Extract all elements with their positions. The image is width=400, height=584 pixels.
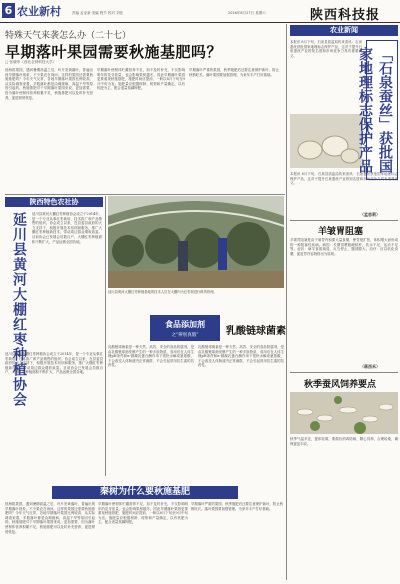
- masthead-brand: 陕西科技报: [310, 8, 381, 23]
- left-vertical-headline: 延川县黄河大棚红枣种植协会: [11, 212, 27, 407]
- bottom-body-col-3: 早期落叶严重的果园，秋季施肥后还要注意保护新叶，防止秋梢旺长。落叶果园要加强管理，为来年丰产打好基础。: [191, 502, 283, 511]
- issue-date: 2016年8月27日 星期六: [228, 11, 266, 15]
- sheep-body: 羊皱胃阻塞是由于皱胃内积滞大量食糜，使胃壁扩张，体积增大而形成的一种阻塞性疾病。病因：长期饲喂粗硬秸秆，饮水不足，运动不足等。症状：病羊食欲减退，反刍停止，腹部膨大。治疗：应以软化食糜，促进胃内容物排出为原则。: [290, 238, 398, 256]
- silkworm-photo: [290, 392, 398, 434]
- silkworm-body: 秋季气温多变，蚕体较弱，要做好消毒防病、精心饲养、合理给桑，确保蚕茧丰收。: [290, 437, 398, 446]
- dairy-body-col-2: 乳酸链球菌素是一种天然、高效、安全的食品防腐剂，是由乳酸链球菌发酵产生的一种多肽物质，食用后在人体生理pH条件和α-胰凝乳蛋白酶作用下很快水解成氨基酸，不会改变人体肠道内正常菌群，不会引起常用抗生素的抗药性。: [198, 345, 284, 368]
- main-headline: 早期落叶果园需要秋施基肥吗？: [5, 43, 223, 61]
- food-safety-title: 食品添加剂: [165, 319, 205, 329]
- main-byline: □ 张晓华（西北农林科技大学）: [5, 60, 57, 64]
- silkworm-photo-scene: [290, 392, 398, 434]
- greenhouse-photo: [108, 196, 284, 288]
- photo-scene: [108, 196, 284, 288]
- sheep-headline: 羊皱胃阻塞: [318, 227, 364, 237]
- bottom-body-col-1: 低海拔果园，遇到暑期高温之后，叶片发黄落叶，普遍出现早期落叶现象，不少果农在询问。这样的果园还需要秋施基肥吗？今年天气反常，各地早期落叶果园比例较高，从实际调查来看，多数落叶都是由褐斑病、高温干旱等原因引起的。秋施基肥对于早期落叶果园来说，更加需要，因为落叶使树体营养积累不足，秋施基肥可以及时补充营养，促进树势恢复。: [5, 502, 95, 534]
- column-divider: [286, 24, 287, 580]
- food-safety-box: [150, 315, 220, 341]
- bottom-body-col-2: 早期落叶使树体贮藏营养不足，如不及时补充，不仅影响明年的花芽质量，也会影响果树越冬。因此早期落叶果园更要重视秋施基肥，施肥时间应提前，一般以8月下旬至9月中旬为宜。施肥量应根据树龄、树势和产量确定，以有机肥为主，配合适量氮磷钾肥。: [98, 502, 188, 525]
- news-signature: （孟思莉）: [360, 212, 380, 217]
- right-news-body-2: 本报讯 8月下旬，石泉县质监局传来喜讯：石泉蚕丝获批国家地理标志保护产品，这对于提升石泉蚕丝产业的知名度和市场竞争力具有重要意义。: [290, 172, 398, 186]
- left-body-bottom: 延川县黄河大棚红枣种植协会成立于2014年，是一个专业从事红枣栽培、技术推广和产品销售的组织。协会成立以来，在县委县政府的大力支持下，积极开展技术培训和服务，推广大棚红枣种植新技术，带动周边群众增收致富。目前协会已发展会员数百户，大棚红枣种植面积不断扩大，产品远销全国各地。: [5, 352, 103, 375]
- sheep-signature: （蒋西禾）: [360, 364, 380, 369]
- silk-photo-scene: [290, 114, 362, 168]
- main-kicker: 特殊天气来袭怎么办（二十七）: [5, 31, 132, 41]
- editor-credits: 责编 孟亚新 美编 程节 校对 刘佳: [72, 11, 124, 15]
- divider: [290, 372, 398, 373]
- left-section-label: 陕西特色农社协: [5, 197, 103, 207]
- bottom-feature-title: 秦树为什么要秋施基肥: [52, 486, 238, 499]
- dairy-headline: 乳酸链球菌素: [226, 326, 286, 337]
- silk-photo: [290, 114, 362, 168]
- right-news-body: 本报讯 8月下旬，石泉县质监局传来喜讯：石泉蚕丝获批国家地理标志保护产品，这对于提升石泉蚕丝产业的知名度和市场竞争力具有重要意义。: [290, 40, 362, 58]
- column-name: 农业新村: [17, 5, 61, 18]
- main-body-col-3: 早期落叶严重的果园，秋季施肥后还要注意保护新叶，防止秋梢旺长。落叶果园要加强管理，为来年丰产打好基础。: [189, 68, 279, 77]
- divider: [5, 194, 285, 195]
- silkworm-headline: 秋季蚕风饲养要点: [304, 380, 377, 390]
- page-number: 6: [2, 3, 15, 18]
- main-body-col-2: 早期落叶使树体贮藏营养不足，如不及时补充，不仅影响明年的花芽质量，也会影响果树越冬。因此早期落叶果园更要重视秋施基肥，施肥时间应提前，一般以8月下旬至9月中旬为宜。施肥量应根据树龄、树势和产量确定，以有机肥为主，配合适量氮磷钾肥。: [97, 68, 185, 91]
- column-divider: [105, 196, 106, 476]
- silk-vertical-title: 「石泉蚕丝」获批国家地理标志保护产品: [366, 40, 398, 180]
- food-safety-subtitle: 之“辨别真假”: [171, 333, 199, 338]
- main-body-col-1: 低海拔果园，遇到暑期高温之后，叶片发黄落叶，普遍出现早期落叶现象，不少果农在询问。这样的果园还需要秋施基肥吗？今年天气反常，各地早期落叶果园比例较高，从实际调查来看，多数落叶都是由褐斑病、高温干旱等原因引起的。秋施基肥对于早期落叶果园来说，更加需要，因为落叶使树体营养积累不足，秋施基肥可以及时补充营养，促进树势恢复。: [5, 68, 93, 100]
- left-body-top: 延川县黄河大棚红枣种植协会成立于2014年，是一个专业从事红枣栽培、技术推广和产品销售的组织。协会成立以来，在县委县政府的大力支持下，积极开展技术培训和服务，推广大棚红枣种植新技术，带动周边群众增收致富。目前协会已发展会员数百户，大棚红枣种植面积不断扩大，产品远销全国各地。: [32, 212, 102, 244]
- divider: [290, 220, 398, 221]
- photo-caption: 延川县黄河大棚红枣种植基地的技术人员在大棚内为红枣树进行修剪管理。: [108, 290, 217, 294]
- page-header: [0, 0, 400, 23]
- dairy-body-col-1: 乳酸链球菌素是一种天然、高效、安全的食品防腐剂，是由乳酸链球菌发酵产生的一种多肽物质，食用后在人体生理pH条件和α-胰凝乳蛋白酶作用下很快水解成氨基酸，不会改变人体肠道内正常菌群，不会引起常用抗生素的抗药性。: [108, 345, 194, 368]
- right-section-label: 农业新闻: [290, 25, 398, 36]
